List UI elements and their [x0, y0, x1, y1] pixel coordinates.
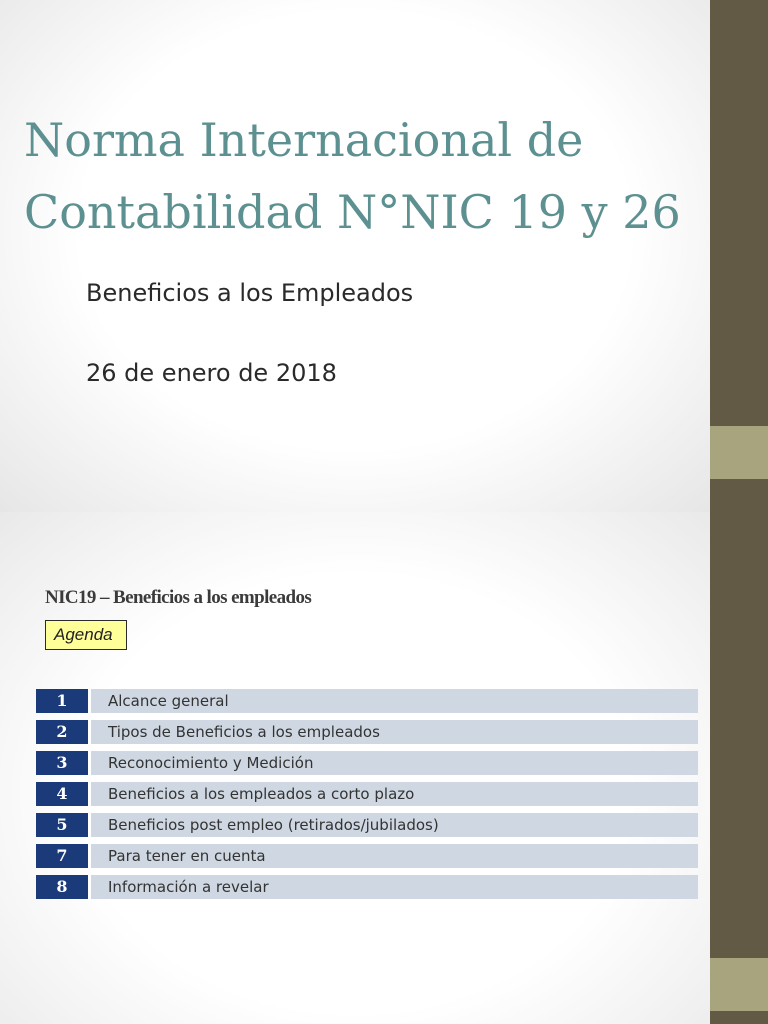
- agenda-item-number: 8: [36, 875, 88, 899]
- title-line-1: Norma Internacional de: [24, 113, 584, 167]
- agenda-tag: Agenda: [45, 620, 127, 650]
- title-line-2: Contabilidad N°NIC 19 y 26: [24, 185, 681, 239]
- agenda-item-label: Tipos de Beneficios a los empleados: [91, 720, 698, 744]
- agenda-item-label: Información a revelar: [91, 875, 698, 899]
- agenda-item-label: Beneficios a los empleados a corto plazo: [91, 782, 698, 806]
- decorative-sidebar: [710, 0, 768, 1024]
- agenda-item-number: 7: [36, 844, 88, 868]
- slide-title: [24, 104, 710, 248]
- agenda-slide: [0, 512, 710, 1024]
- slide-date: 26 de enero de 2018: [86, 359, 337, 387]
- agenda-item: [34, 687, 706, 718]
- sidebar-accent-band: [710, 426, 768, 479]
- agenda-item-label: Beneficios post empleo (retirados/jubilados): [91, 813, 698, 837]
- slide-subtitle: Beneficios a los Empleados: [86, 279, 414, 307]
- agenda-item-number: 5: [36, 813, 88, 837]
- agenda-item: [34, 811, 706, 842]
- agenda-item: [34, 780, 706, 811]
- agenda-item-label: Alcance general: [91, 689, 698, 713]
- sidebar-accent-band: [710, 958, 768, 1011]
- agenda-item-label: Reconocimiento y Medición: [91, 751, 698, 775]
- agenda-item: [34, 873, 706, 904]
- agenda-item: [34, 749, 706, 780]
- agenda-item: [34, 718, 706, 749]
- agenda-item-number: 2: [36, 720, 88, 744]
- agenda-item-number: 1: [36, 689, 88, 713]
- agenda-item: [34, 842, 706, 873]
- agenda-item-number: 3: [36, 751, 88, 775]
- section-heading: NIC19 – Beneficios a los empleados: [45, 587, 312, 608]
- title-slide: [0, 0, 710, 512]
- agenda-list: [34, 687, 706, 904]
- agenda-item-label: Para tener en cuenta: [91, 844, 698, 868]
- agenda-item-number: 4: [36, 782, 88, 806]
